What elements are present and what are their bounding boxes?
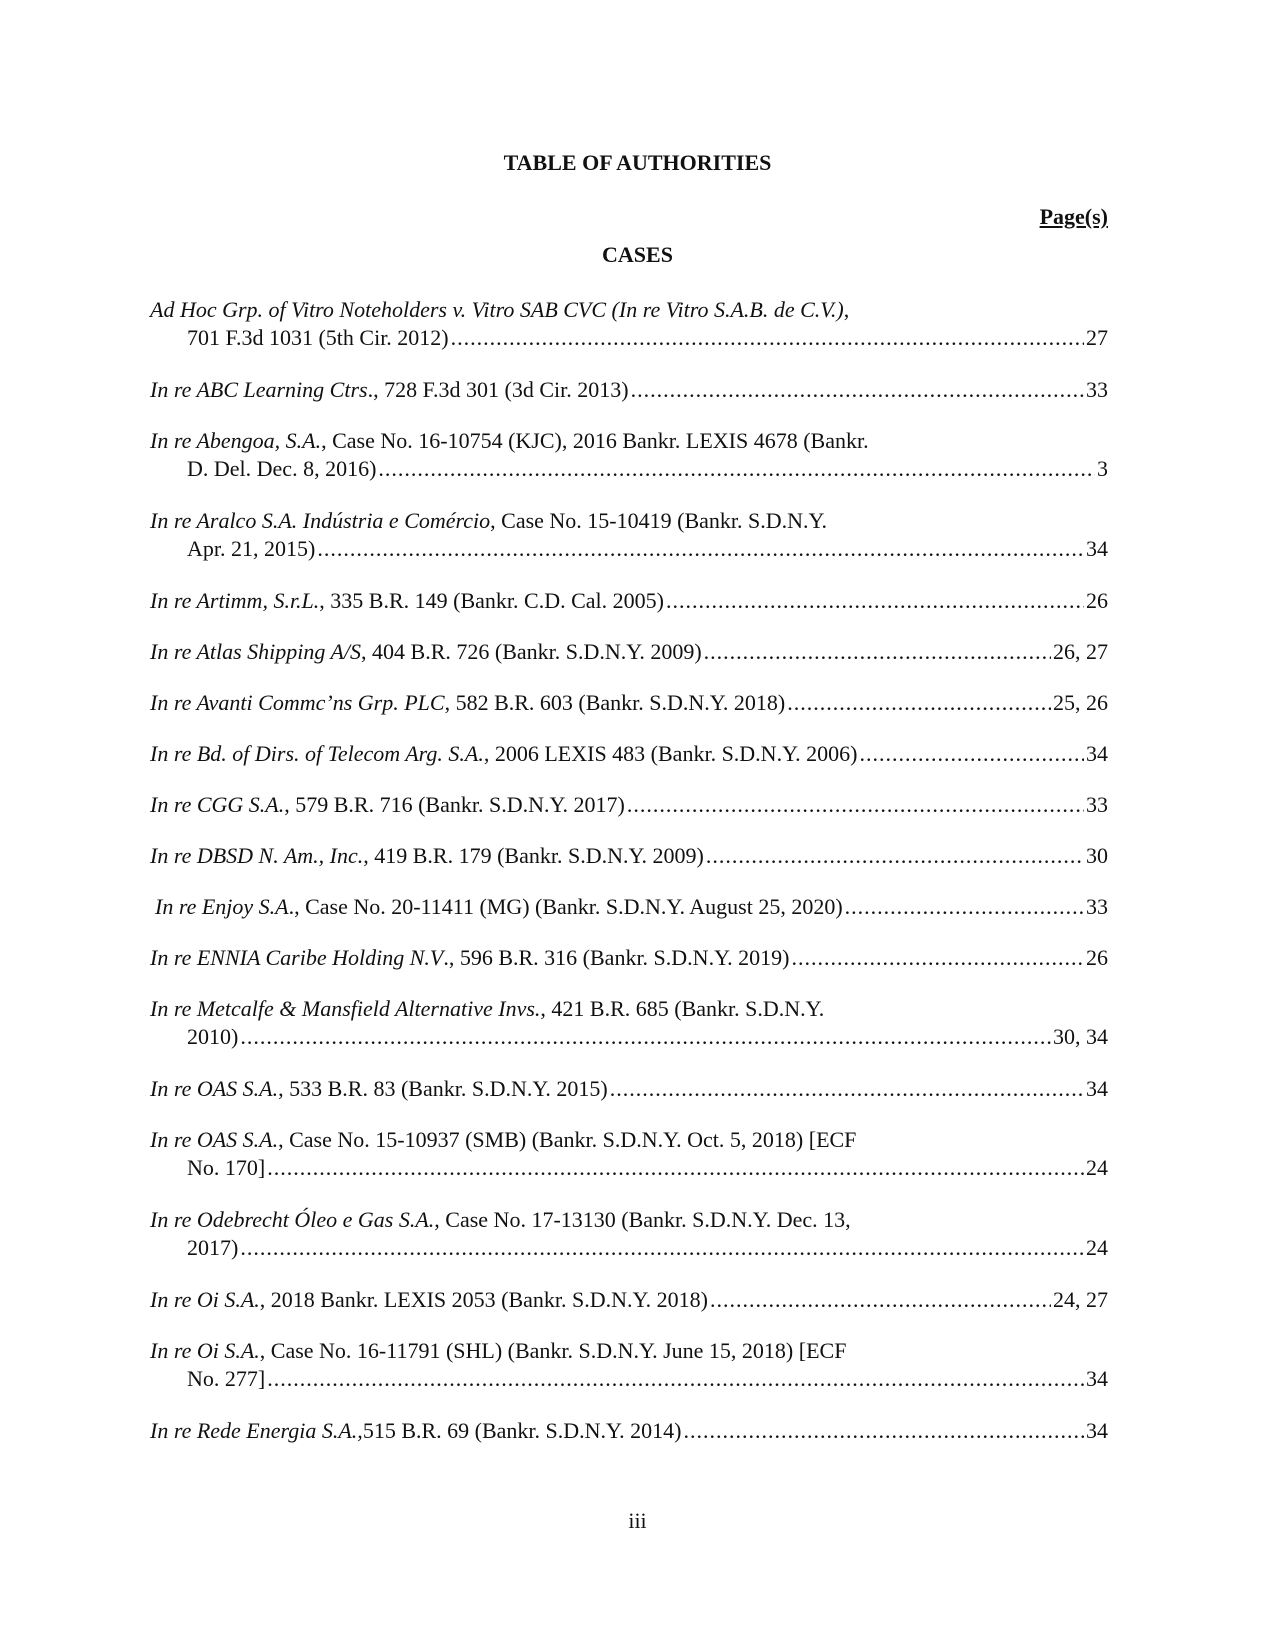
authority-entry [150, 791, 1108, 819]
case-name: In re Metcalfe & Mansfield Alternative Invs. [150, 996, 541, 1021]
citation: Apr. 21, 2015) [187, 536, 316, 561]
authority-entry: In re Metcalfe & Mansfield Alternative Invs., 421 B.R. 685 (Bankr. S.D.N.Y. 2010) ..... 30, 34 [150, 995, 1108, 1051]
dot-leader [451, 324, 1084, 352]
authority-entry: In re Abengoa, S.A., Case No. 16-10754 (KJC), 2016 Bankr. LEXIS 4678 (Bankr. D. Del. Dec. 8, 2016) ..... 3 [150, 427, 1108, 483]
citation: , 533 B.R. 83 (Bankr. S.D.N.Y. 2015) [278, 1076, 608, 1101]
citation: 2010) [187, 1024, 239, 1049]
page-ref: 27 [1086, 325, 1108, 350]
authority-entry [150, 1417, 1108, 1445]
citation: , 2006 LEXIS 483 (Bankr. S.D.N.Y. 2006) [483, 741, 858, 766]
authority-entry [150, 376, 1108, 404]
page-ref: 24, 27 [1053, 1287, 1108, 1312]
page-ref: 30, 34 [1053, 1024, 1108, 1049]
page-ref: 34 [1086, 1076, 1108, 1101]
citation: ., 728 F.3d 301 (3d Cir. 2013) [367, 377, 629, 402]
dot-leader [240, 1234, 1084, 1262]
page-ref: 34 [1086, 1418, 1108, 1443]
citation: No. 277] [187, 1366, 266, 1391]
authority-entry [150, 944, 1108, 972]
case-name: In re ENNIA Caribe Holding N.V [150, 945, 444, 970]
dot-leader [610, 1075, 1084, 1103]
dot-leader [378, 455, 1095, 483]
dot-leader [791, 944, 1084, 972]
page-ref: 33 [1086, 792, 1108, 817]
dot-leader [240, 1023, 1051, 1051]
citation: , 582 B.R. 603 (Bankr. S.D.N.Y. 2018) [444, 690, 786, 715]
dot-leader [683, 1417, 1084, 1445]
case-name: In re OAS S.A. [150, 1127, 279, 1152]
dot-leader [845, 893, 1084, 921]
citation: No. 170] [187, 1155, 266, 1180]
case-name: In re DBSD N. Am., Inc. [150, 843, 364, 868]
authority-entry [150, 689, 1108, 717]
page-ref: 33 [1086, 377, 1108, 402]
dot-leader [627, 791, 1084, 819]
citation: , 579 B.R. 716 (Bankr. S.D.N.Y. 2017) [284, 792, 625, 817]
page-ref: 3 [1097, 456, 1108, 481]
case-name: In re CGG S.A. [150, 792, 285, 817]
citation: 515 B.R. 69 (Bankr. S.D.N.Y. 2014) [362, 1418, 682, 1443]
page-ref: 26, 27 [1053, 639, 1108, 664]
citation: D. Del. Dec. 8, 2016) [187, 456, 377, 481]
case-name: In re Rede Energia S.A., [150, 1418, 363, 1443]
authority-entry [150, 587, 1108, 615]
dot-leader [704, 638, 1051, 666]
citation: , 2018 Bankr. LEXIS 2053 (Bankr. S.D.N.Y. 2018) [259, 1287, 708, 1312]
authority-entry [150, 638, 1108, 666]
authority-entry [150, 740, 1108, 768]
page-ref: 33 [1086, 894, 1108, 919]
authority-entry [150, 893, 1108, 921]
pages-column-header: Page(s) [1039, 204, 1108, 229]
page-ref: 25, 26 [1053, 690, 1108, 715]
case-name: In re OAS S.A. [150, 1076, 279, 1101]
citation: ., 596 B.R. 316 (Bankr. S.D.N.Y. 2019) [443, 945, 790, 970]
dot-leader [706, 842, 1084, 870]
citation: 701 F.3d 1031 (5th Cir. 2012) [187, 325, 449, 350]
case-name: Ad Hoc Grp. of Vitro Noteholders v. Vitro SAB CVC (In re Vitro S.A.B. de C.V.) [150, 297, 844, 322]
case-name: In re Aralco S.A. Indústria e Comércio [150, 508, 491, 533]
case-name: In re Abengoa, S.A. [150, 428, 322, 453]
citation: ., Case No. 20-11411 (MG) (Bankr. S.D.N.Y. August 25, 2020) [288, 894, 843, 919]
authority-entry [150, 842, 1108, 870]
authority-entry [150, 1286, 1108, 1314]
dot-leader [787, 689, 1051, 717]
authorities-list [150, 296, 1108, 1468]
authority-entry: In re Odebrecht Óleo e Gas S.A., Case No. 17-13130 (Bankr. S.D.N.Y. Dec. 13, 2017) ..... 24 [150, 1206, 1108, 1262]
dot-leader [267, 1365, 1084, 1393]
dot-leader [859, 740, 1084, 768]
page-ref: 26 [1086, 945, 1108, 970]
authority-entry: In re OAS S.A., Case No. 15-10937 (SMB) (Bankr. S.D.N.Y. Oct. 5, 2018) [ECF No. 170] ..... 24 [150, 1126, 1108, 1182]
page-ref: 34 [1086, 1366, 1108, 1391]
dot-leader [631, 376, 1084, 404]
citation: , 419 B.R. 179 (Bankr. S.D.N.Y. 2009) [363, 843, 704, 868]
page-number: iii [628, 1508, 647, 1533]
page-title: TABLE OF AUTHORITIES [503, 150, 772, 175]
citation: , 335 B.R. 149 (Bankr. C.D. Cal. 2005) [319, 588, 664, 613]
citation: , 404 B.R. 726 (Bankr. S.D.N.Y. 2009) [361, 639, 702, 664]
section-heading: CASES [602, 242, 673, 267]
authority-entry [150, 1075, 1108, 1103]
dot-leader [267, 1154, 1084, 1182]
dot-leader [710, 1286, 1051, 1314]
authority-entry: In re Oi S.A., Case No. 16-11791 (SHL) (Bankr. S.D.N.Y. June 15, 2018) [ECF No. 277] ..... 34 [150, 1337, 1108, 1393]
case-name: In re ABC Learning Ctrs [150, 377, 368, 402]
page-ref: 24 [1086, 1155, 1108, 1180]
case-name: In re Avanti Commc’ns Grp. PLC [150, 690, 445, 715]
page-ref: 34 [1086, 536, 1108, 561]
case-name: In re Enjoy S.A [155, 894, 289, 919]
citation: 2017) [187, 1235, 239, 1260]
case-name: In re Bd. of Dirs. of Telecom Arg. S.A. [150, 741, 484, 766]
case-name: In re Odebrecht Óleo e Gas S.A. [150, 1207, 435, 1232]
page-ref: 24 [1086, 1235, 1108, 1260]
dot-leader [317, 535, 1084, 563]
authority-entry: Ad Hoc Grp. of Vitro Noteholders v. Vitro SAB CVC (In re Vitro S.A.B. de C.V.), 701 F.3d 1031 (5th Cir. 2012) ..... 27 [150, 296, 1108, 352]
page-ref: 26 [1086, 588, 1108, 613]
dot-leader [666, 587, 1084, 615]
case-name: In re Oi S.A. [150, 1338, 260, 1363]
page-ref: 30 [1086, 843, 1108, 868]
page-ref: 34 [1086, 741, 1108, 766]
case-name: In re Oi S.A. [150, 1287, 260, 1312]
case-name: In re Artimm, S.r.L. [150, 588, 320, 613]
case-name: In re Atlas Shipping A/S [150, 639, 362, 664]
authority-entry: In re Aralco S.A. Indústria e Comércio, Case No. 15-10419 (Bankr. S.D.N.Y. Apr. 21, 2015) ..... 34 [150, 507, 1108, 563]
